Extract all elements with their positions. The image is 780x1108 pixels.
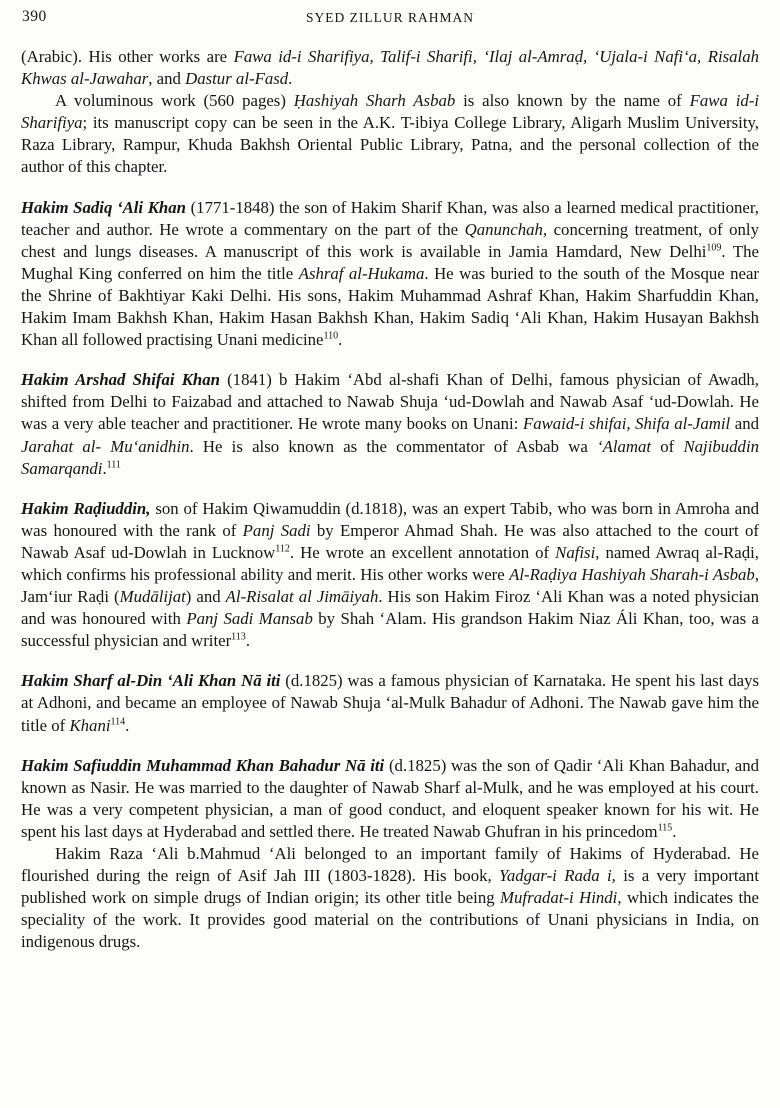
text-run: . [672,821,677,841]
footnote-reference: 112 [275,543,290,555]
text-run: . [245,631,251,651]
para-hakim-raza-ali [21,843,759,953]
text-run: , and [148,69,186,89]
text-run: Mufradat-i Hindi [500,888,618,908]
text-run: is a very important published work on simple drugs of Indian origin; its other title being [21,866,759,908]
text-run: by Emperor Ahmad Shah. He was also attached to the court of Nawab Asaf ud-Dowlah in Lucknow [21,520,759,562]
text-run: (1841) b Hakim ‘Abd al-shafi Khan of Delhi, famous physician of Awadh, shifted from Delhi to Faizabad and attached to Nawab Shuja ‘ud-Dowlah and Nawab Asaf ‘ud-Dowlah. He was a very able teacher and practitioner. He wrote many books on Unani: [21,370,759,434]
text-run: Qanunchah [464,219,543,239]
entry-hakim-sharf-al-din-ali-khan [21,670,759,736]
running-title: SYED ZILLUR RAHMAN [306,10,474,25]
text-run: A voluminous work (560 pages) [55,91,294,111]
text-run: of [651,436,684,456]
text-run: Mudālijat [119,587,186,607]
text-run: Hakim Raḍiuddin, [21,498,151,518]
text-run: (d.1825) was the son of Qadir ‘Ali Khan Bahadur, and known as Nasir. He was married to the daughter of Nawab Sharf al-Mulk, and he was employed at his court. He was a very competent physician, a man of good conduct, and eloquent speaker known for his wit. He spent his last days at Hyderabad and settled there. He treated Nawab Ghufran in his princedom [21,755,760,841]
text-run: Fawa id-i Sharifiya, Talif-i Sharifi, ‘Ilaj al-Amraḍ, ‘Ujala-i Nafi‘a, Risalah Khwas al-Jawahar [21,47,759,89]
text-run: Jarahat al- Mu‘anidhin [21,436,190,456]
page-number: 390 [22,8,47,25]
text-run: ; its manuscript copy can be seen in the A.K. T-ibiya College Library, Aligarh Muslim University, Raza Library, Rampur, Khuda Bakhsh Oriental Public Library, Patna, and the personal collection of the author of this chapter. [21,113,759,177]
para-voluminous-work [21,90,759,178]
text-run: , concerning treatment, of only chest and lungs diseases. A manuscript of this work is available in Jamia Hamdard, New Delhi [21,219,759,261]
text-run: (1771-1848) the son of Hakim Sharif Khan, was also a learned medical practitioner, teacher and author. He wrote a commentary on the part of the [21,197,759,239]
entry-hakim-safiuddin-muhammad-khan [21,755,759,843]
text-run: (Arabic). His other works are [21,47,234,66]
text-run: . [125,715,130,735]
text-run: . He was buried to the south of the Mosque near the Shrine of Bakhtiyar Kaki Delhi. His sons, Hakim Muhammad Ashraf Khan, Hakim Sharfuddin Khan, Hakim Imam Bakhsh Khan, Hakim Hasan Bakhsh Khan, Hakim Sadiq ‘Ali Khan, Hakim Husayan Bakhsh Khan all followed practising Unani medicine [21,263,760,350]
footnote-reference: 110 [323,330,339,342]
text-run: Najibuddin Samarqandi [21,436,759,478]
text-run: Fawa id-i Sharifiya [21,91,760,133]
footnote-reference: 109 [706,242,722,254]
text-run: , Jam‘iur Raḍi ( [21,564,760,607]
text-run: Panj Sadi [242,520,311,540]
text-run: son of Hakim Qiwamuddin (d.1818), was an expert Tabib, who was born in Amroha and was honoured with the rank of [21,498,760,540]
text-run: Panj Sadi Mansab [186,609,313,629]
entry-hakim-sadiq-ali-khan [21,197,759,352]
text-run: Khani [69,715,111,735]
text-run: . [102,458,107,478]
text-run: . [288,69,293,89]
text-run: . The Mughal King conferred on him the title [21,241,759,283]
text-run: ‘Alamat [596,436,652,456]
para-other-works [21,46,759,90]
text-run: Yadgar-i Rada i, [499,866,616,886]
text-run: Al-Raḍiya Hashiyah Sharah-i Asbab [509,564,755,584]
text-run: Al-Risalat al Jimāiyah [225,587,379,607]
text-run: (d.1825) was a famous physician of Karnataka. He spent his last days at Adhoni, and became an employee of Nawab Shuja ‘al-Mulk Bahadur of Adhoni. The Nawab gave him the title of [21,671,759,735]
footnote-reference: 114 [110,715,126,727]
page-body [21,46,759,953]
text-run: , which indicates the speciality of the work. It provides good material on the contributions of Unani physicians in India, on indigenous drugs. [21,888,759,952]
text-run: . He is also known as the commentator of Asbab wa [189,436,597,456]
text-run: . His son Hakim Firoz ‘Ali Khan was a noted physician and was honoured with [21,587,759,629]
footnote-reference: 115 [657,822,673,834]
text-run: Hakim Sharf al-Din ‘Ali Khan Nā iti [21,671,281,691]
text-run: Nafisi [555,542,596,562]
text-run: Hakim Arshad Shifai Khan [21,370,220,390]
text-run: Hakim Raza ‘Ali b.Mahmud ‘Ali belonged to an important family of Hakims of Hyderabad. He flourished during the reign of Asif Jah III (1803-1828). His book, [21,844,759,886]
text-run: Hakim Sadiq ‘Ali Khan [21,197,186,217]
text-run: Fawaid-i shifai, Shifa al-Jamil [522,414,731,434]
text-run: and [730,414,759,434]
text-run: Dastur al-Fasd [185,69,289,89]
footnote-reference: 111 [106,459,121,470]
text-run: Ḥashiyah Sharh Asbab [293,91,456,111]
text-run: . He wrote an excellent annotation of [289,542,556,562]
text-run: , named Awraq al-Raḍi, which confirms his professional ability and merit. His other works were [21,542,759,584]
page-header [21,6,759,34]
text-run: ) and [185,587,226,607]
text-run: Ashraf al-Hukama [298,263,425,283]
entry-hakim-radiuddin [21,498,759,653]
text-run: Hakim Safiuddin Muhammad Khan Bahadur Nā iti [21,755,385,775]
footnote-reference: 113 [231,631,246,643]
text-run: by Shah ‘Alam. His grandson Hakim Niaz Áli Khan, too, was a successful physician and writer [21,609,759,651]
entry-hakim-arshad-shifai-khan [21,369,759,479]
text-run: . [338,330,343,350]
text-run: is also known by the name of [455,91,690,111]
